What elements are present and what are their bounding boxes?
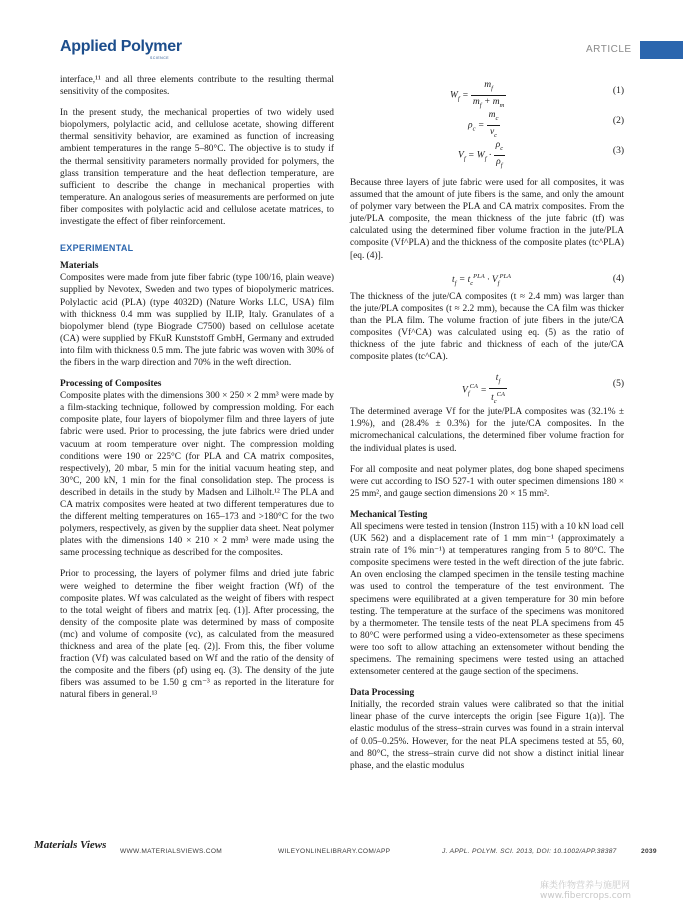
equation-number: (1) [612,86,624,96]
publisher-logo: Materials Views [34,839,107,851]
footer-citation: J. APPL. POLYM. SCI. 2013, DOI: 10.1002/APP.38387 [442,848,617,855]
page-number: 2039 [641,848,657,855]
article-label: ARTICLE [586,44,632,55]
equation-3: $V_f = W_f$ · $\frac{\rho_c}{\rho_f}$ (3) [458,140,624,169]
subsection-heading: Mechanical Testing [350,509,428,520]
paragraph: Because three layers of jute fabric were used for all composites, it was assumed that the amount of jute fibers is the same, and only the amount of polymer vary between the PLA and CA matrix composites. From the jute/PLA composite, the mean thickness of the jute fabric (tf) was calculated using the determined fiber volume fraction in the jute/PLA composite (Vf^PLA) and the thickness of the composite plates (tc^PLA) [eq. (4)]. [350,178,624,261]
subsection-heading: Materials [60,261,99,272]
left-column [60,74,334,711]
journal-logo: Applied Polymer [60,38,182,55]
subsection-heading: Processing of Composites [60,379,162,390]
equation-number: (3) [612,146,624,156]
equation-2: $\rho_c$ = $\frac{m_c}{v_c}$ (2) [468,110,624,139]
section-heading: EXPERIMENTAL [60,243,134,254]
equation-5: $V_f^{CA}$ = $\frac{t_f}{t_c^{CA}}$ (5) [462,373,624,406]
equation-number: (2) [612,116,624,126]
equation-4: $t_f = t_c^{PLA} \cdot V_f^{PLA}$ (4) [452,272,624,287]
subsection-heading: Data Processing [350,688,415,699]
paragraph: Prior to processing, the layers of polymer films and dried jute fabric were weighed to determine the fiber weight fraction (Wf) of the composite plates. Wf was calculated as the weight of fibers with respect to the total weight of fibers and matrix [eq. (1)]. After processing, the density of the composite plate was determined by mass of composite (mc) and volume of composite (vc), as calculated from the measured thickness and area of the plate [eq. (2)]. From this, the fiber volume fraction (Vf) was calculated based on Wf and the ratio of the density of the composite and the fibers (ρf) using eq. (3). The density of the jute fibers was assumed to be 1.50 g cm⁻³ as reported in the literature for natural fibers in general.¹³ [60,569,334,701]
journal-logo-sub: SCIENCE [150,56,170,60]
watermark: 麻类作物营养与施肥网 www.fibercrops.com [540,881,631,901]
paragraph: In the present study, the mechanical properties of two widely used biopolymers, polylactic acid, and cellulose acetate, showing different thermal sensitivity behavior, are examined as function of increasing ambient temperatures in the range 5–80°C. The objective is to study if the thermal sensitivity parameters normally provided for polymers, the glass transition temperature and the heat deflection temperature, are sufficient to describe the change in mechanical properties with temperature. An analogous series of measurements are performed on jute fiber composites with polylactic acid and cellulose acetate matrices, to investigate the effect of fiber reinforcement. [60,108,334,228]
paragraph: Composite plates with the dimensions 300 × 250 × 2 mm³ were made by a film-stacking technique, followed by compression molding. For each composite plate, four layers of biopolymer film and three layers of jute fabric were used. Prior to processing, the jute fabrics were dried under vacuum at room temperature over night. The compression molding conditions were 190 or 225°C (for PLA and CA matrix composites, respectively), 20 mbar, 5 min for the initial vacuum heating step, and 30°C, 200 kN, 1 min for the final consolidation step. The process is described in details in the study by Madsen and Lilholt.¹² The PLA and CA matrix composites were heated at two different temperatures due to the different melting temperatures on 165–173 and >180°C for the two polymers, respectively, as given by the supplier data sheet. Neat polymer plates with the dimensions 140 × 210 × 2 mm³ were made using the same processing technique as described for the composites. [60,391,334,559]
paragraph: The determined average Vf for the jute/PLA composites was (32.1% ± 1.9%), and (28.4% ± 0.3%) for the jute/CA composites. In the micromechanical calculations, the determined fiber volume fraction for the individual plates is used. [350,407,624,454]
equation-number: (5) [612,379,624,390]
paragraph: interface,¹¹ and all three elements contribute to the resulting thermal sensitivity of the composites. [60,75,334,98]
paragraph: Initially, the recorded strain values were calibrated so that the initial linear phase of the curve intercepts the origin [see Figure 1(a)]. The elastic modulus of the stress–strain curves was found in a strain interval of 0.05–0.25%. However, for the neat PLA specimens tested at 55, 60, and 80°C, the stress–strain curve did not show a distinct initial linear phase, and the elastic modulus [350,700,624,771]
equation-number: (4) [612,273,624,284]
paragraph: All specimens were tested in tension (Instron 115) with a 10 kN load cell (UK 562) and a displacement rate of 1 mm min⁻¹ (approximately a strain rate of 1% min⁻¹) at temperatures ranging from 5 to 80°C. The composite specimens were tested in the weft direction of the jute fabric. An oven enclosing the clamped specimen in the tensile testing machine was used to control the temperature of the test environment. The specimens were equilibrated at a given temperature for 30 min before testing. The temperature at the surface of the specimens was monitored by a thermometer. The tensile tests of the neat PLA specimens from 45 to 80°C were performed using a video-extensometer as these specimens were too soft to allow attaching an extensometer without bending the specimens. The remaining specimens were tested using an attached extensometer centered at the gauge section of the specimens. [350,521,624,678]
paragraph: Composites were made from jute fiber fabric (type 100/16, plain weave) supplied by Nevotex, Sweden and two types of biopolymeric matrices. Polylactic acid (PLA) (type 4032D) (Nature Works LLC, USA) film with thickness 0.4 mm was supplied by ILIP, Italy. Granulates of a biopolymer blend (type Biograde C7500) based on cellulose acetate (CA) were supplied by FKuR Kunststoff GmbH, Germany and extruded into film with thickness 0.5 mm. The jute fabric was woven with 30% of the fibers in the warp direction and 70% in the weft direction. [60,273,334,368]
paragraph: For all composite and neat polymer plates, dog bone shaped specimens were cut according to ISO 527-1 with outer specimen dimensions 180 × 25 mm², and gauge section dimensions 20 × 15 mm². [350,464,624,499]
article-color-bar [640,41,683,59]
paragraph: The thickness of the jute/CA composites (t ≈ 2.4 mm) was larger than the jute/PLA composites (t ≈ 2.2 mm), because the CA film was thicker than the PLA film. The volume fraction of jute fibers in the jute/CA composites (Vf^CA) was calculated using eq. (5) as the ratio of thickness of the jute fabric and thickness of each of the jute/CA composite plates (tc^CA). [350,291,624,363]
footer-url-wiley[interactable]: WILEYONLINELIBRARY.COM/APP [278,848,391,855]
right-column [350,79,624,781]
equation-1: $W_f$ = $\frac{m_f}{m_f + m_m}$ (1) [450,80,624,109]
footer-url-materialsviews[interactable]: WWW.MATERIALSVIEWS.COM [120,848,223,855]
